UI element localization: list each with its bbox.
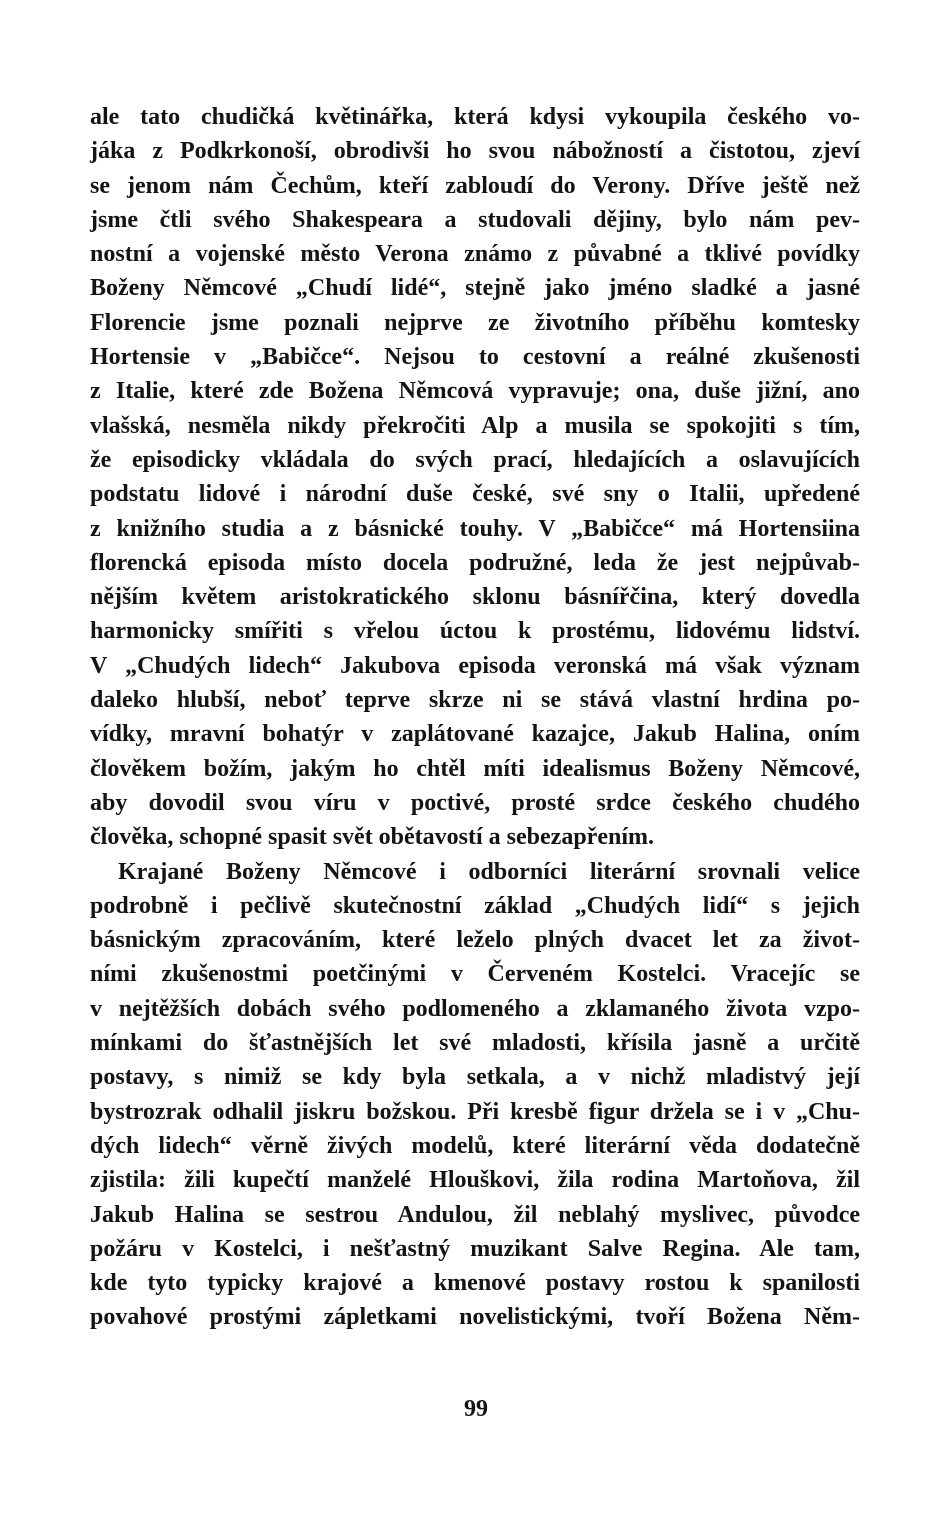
text-line: podstatu lidové i národní duše české, své sny o Italii, upředené bbox=[90, 481, 860, 508]
text-line: harmonicky smířiti s vřelou úctou k prostému, lidovému lidství. bbox=[90, 618, 860, 645]
text-line: vlašská, nesměla nikdy překročiti Alp a musila se spokojiti s tím, bbox=[90, 412, 860, 439]
text-line: zjistila: žili kupečtí manželé Hlouškovi, žila rodina Martoňova, žil bbox=[90, 1167, 860, 1194]
text-line: jáka z Podkrkonoší, obrodivši ho svou nábožností a čistotou, zjeví bbox=[90, 138, 860, 165]
text-line: Hortensie v „Babičce“. Nejsou to cestovní a reálné zkušenosti bbox=[90, 344, 860, 371]
text-line: z Italie, které zde Božena Němcová vypravuje; ona, duše jižní, ano bbox=[90, 378, 860, 405]
text-line: kde tyto typicky krajové a kmenové postavy rostou k spanilosti bbox=[90, 1270, 860, 1297]
body-text bbox=[90, 100, 860, 1335]
text-line: požáru v Kostelci, i nešťastný muzikant Salve Regina. Ale tam, bbox=[90, 1235, 860, 1262]
text-line: postavy, s nimiž se kdy byla setkala, a v nichž mladistvý její bbox=[90, 1064, 860, 1091]
text-line: ale tato chudičká květinářka, která kdysi vykoupila českého vo- bbox=[90, 104, 860, 130]
text-line: florencká episoda místo docela podružné, leda že jest nejpůvab- bbox=[90, 549, 860, 576]
text-line: nostní a vojenské město Verona známo z půvabné a tklivé povídky bbox=[90, 241, 860, 268]
text-line: Boženy Němcové „Chudí lidé“, stejně jako jméno sladké a jasné bbox=[90, 275, 860, 302]
text-line: mínkami do šťastnějších let své mladosti, křísila jasně a určitě bbox=[90, 1030, 860, 1057]
text-line: vídky, mravní bohatýr v zaplátované kazajce, Jakub Halina, oním bbox=[90, 721, 860, 748]
page-number: 99 bbox=[464, 1396, 488, 1422]
text-line: dých lidech“ věrně živých modelů, které literární věda dodatečně bbox=[90, 1132, 860, 1159]
text-line: Krajané Boženy Němcové i odborníci literární srovnali velice bbox=[118, 858, 860, 885]
text-line: aby dovodil svou víru v poctivé, prosté srdce českého chudého bbox=[90, 789, 860, 816]
text-line: Jakub Halina se sestrou Andulou, žil neblahý myslivec, původce bbox=[90, 1201, 860, 1228]
text-line: ními zkušenostmi poetčinými v Červeném Kostelci. Vracejíc se bbox=[90, 961, 860, 988]
text-line: člověkem božím, jakým ho chtěl míti idealismus Boženy Němcové, bbox=[90, 755, 860, 782]
text-line: V „Chudých lidech“ Jakubova episoda veronská má však význam bbox=[90, 652, 860, 679]
text-line: bystrozrak odhalil jiskru božskou. Při kresbě figur držela se i v „Chu- bbox=[90, 1098, 860, 1125]
text-line: básnickým zpracováním, které leželo plných dvacet let za život- bbox=[90, 927, 860, 954]
text-line: povahové prostými zápletkami novelistickými, tvoří Božena Něm- bbox=[90, 1304, 860, 1331]
text-line: z knižního studia a z básnické touhy. V „Babičce“ má Hortensiina bbox=[90, 515, 860, 542]
text-line: podrobně i pečlivě skutečnostní základ „Chudých lidí“ s jejich bbox=[90, 892, 860, 919]
text-line: jsme čtli svého Shakespeara a studovali dějiny, bylo nám pev- bbox=[90, 206, 860, 233]
text-line: se jenom nám Čechům, kteří zabloudí do Verony. Dříve ještě než bbox=[90, 172, 860, 199]
text-line: Florencie jsme poznali nejprve ze životního příběhu komtesky bbox=[90, 309, 860, 336]
text-line: že episodicky vkládala do svých prací, hledajících a oslavujících bbox=[90, 446, 860, 473]
text-line: nějším květem aristokratického sklonu básnířčina, který dovedla bbox=[90, 584, 860, 611]
text-line: člověka, schopné spasit svět obětavostí a sebezapřením. bbox=[90, 824, 654, 851]
text-line: v nejtěžších dobách svého podlomeného a zklamaného života vzpo- bbox=[90, 995, 860, 1022]
text-line: daleko hlubší, neboť teprve skrze ni se stává vlastní hrdina po- bbox=[90, 687, 860, 714]
